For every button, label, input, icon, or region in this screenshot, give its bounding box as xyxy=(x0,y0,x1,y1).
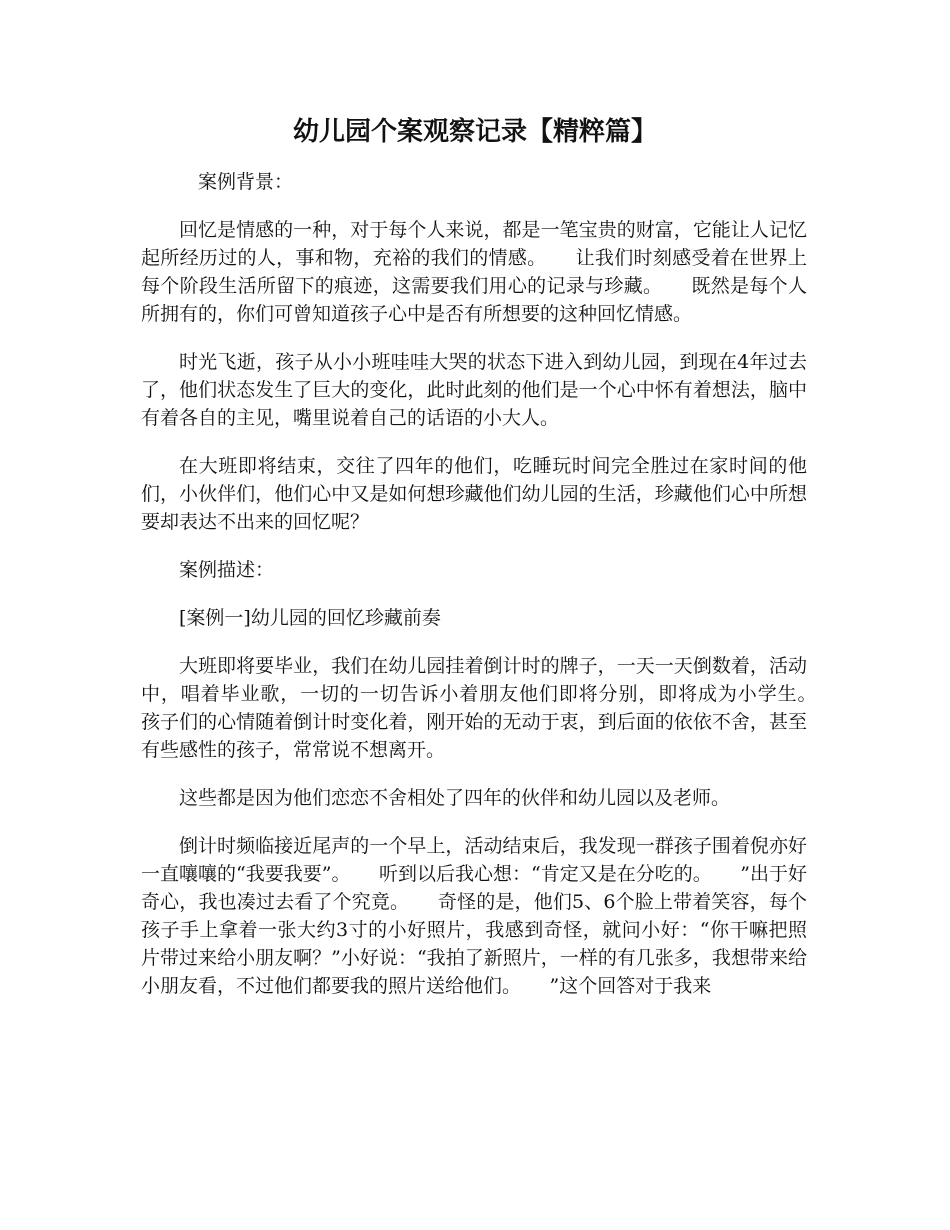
paragraph: 这些都是因为他们恋恋不舍相处了四年的伙伴和幼儿园以及老师。 xyxy=(179,787,731,809)
paragraph-case-description-heading: 案例描述： xyxy=(179,559,275,581)
paragraph: 在大班即将结束，交往了四年的他们，吃睡玩时间完全胜过在家时间的他们，小伙伴们，他们心中又是如何想珍藏他们幼儿园的生活，珍藏他们心中所想要却表达不出来的回忆呢？ xyxy=(141,455,807,533)
paragraph: 大班即将要毕业，我们在幼儿园挂着倒计时的牌子，一天一天倒数着，活动中，唱着毕业歌，一切的一切告诉小着朋友他们即将分别，即将成为小学生。 孩子们的心情随着倒计时变化着，刚开始的无动于衷，到后面的依依不舍，甚至有些感性的孩子，常常说不想离开。 xyxy=(141,655,846,761)
paragraph-case-background-heading: 案例背景： xyxy=(198,171,294,193)
paragraph: 时光飞逝，孩子从小小班哇哇大哭的状态下进入到幼儿园，到现在4年过去了，他们状态发生了巨大的变化，此时此刻的他们是一个心中怀有着想法，脑中有着各自的主见，嘴里说着自己的话语的小大人。 xyxy=(141,351,807,429)
paragraph-case-one-heading: [案例一]幼儿园的回忆珍藏前奏 xyxy=(179,607,441,629)
paragraph: 倒计时频临接近尾声的一个早上，活动结束后，我发现一群孩子围着倪亦好一直嚷嚷的“我要我要”。 听到以后我心想：“肯定又是在分吃的。 ”出于好奇心，我也凑过去看了个究竟。 奇怪的是，他们5、6个脸上带着笑容，每个孩子手上拿着一张大约3寸的小好照片，我感到奇怪，就问小好：“你干嘛把照片带过来给小朋友啊？”小好说：“我拍了新照片，一样的有几张多，我想带来给小朋友看，不过他们都要我的照片送给他们。 ”这个回答对于我来 xyxy=(141,835,807,997)
paragraph: 回忆是情感的一种，对于每个人来说，都是一笔宝贵的财富，它能让人记忆起所经历过的人，事和物，充裕的我们的情感。 让我们时刻感受着在世界上每个阶段生活所留下的痕迹，这需要我们用心的记录与珍藏。 既然是每个人所拥有的，你们可曾知道孩子心中是否有所想要的这种回忆情感。 xyxy=(141,219,807,325)
document-body xyxy=(141,168,846,1020)
document-title: 幼儿园个案观察记录【精粹篇】 xyxy=(292,117,657,147)
